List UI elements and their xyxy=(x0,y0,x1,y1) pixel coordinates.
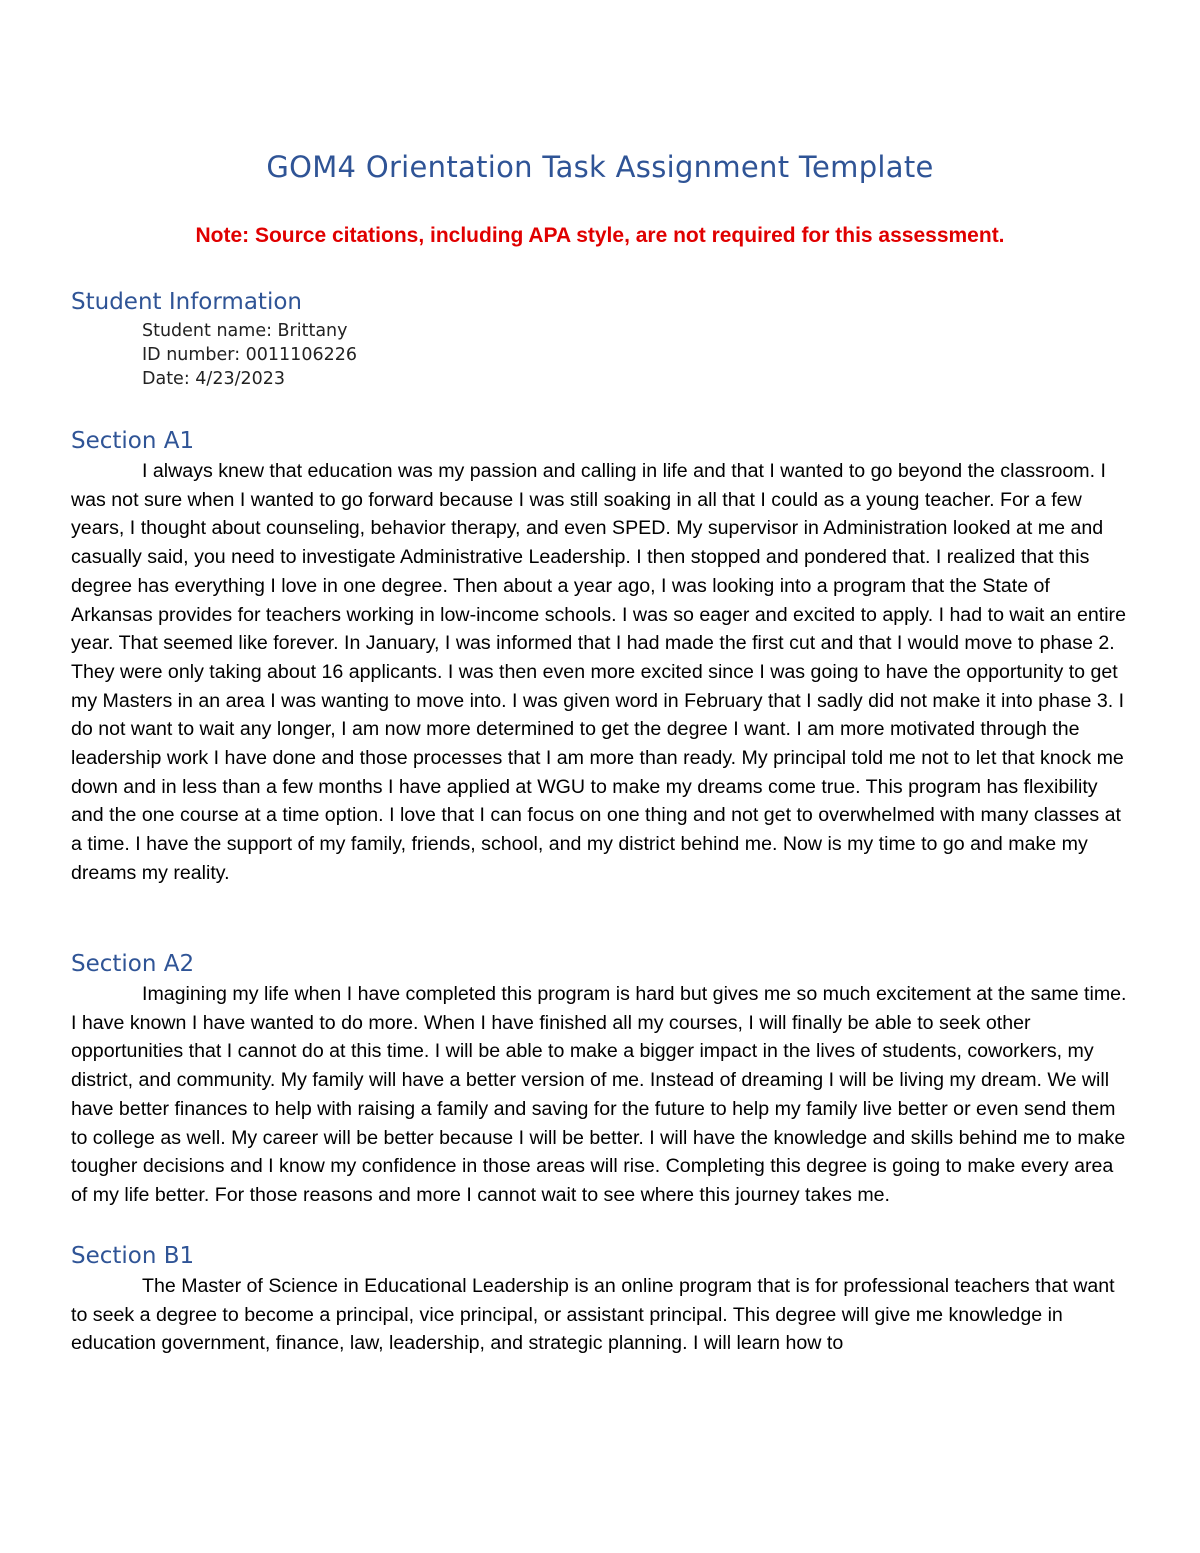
section-b1-heading: Section B1 xyxy=(71,1243,195,1269)
section-a1-paragraph: I always knew that education was my passion and calling in life and that I wanted to go beyond the classroom. I was not sure when I wanted to go forward because I was still soaking in all that I could as a young teacher. For a few years, I thought about counseling, behavior therapy, and even SPED. My supervisor in Administration looked at me and casually said, you need to investigate Administrative Leadership. I then stopped and pondered that. I realized that this degree has everything I love in one degree. Then about a year ago, I was looking into a program that the State of Arkansas provides for teachers working in low-income schools. I was so eager and excited to apply. I had to wait an entire year. That seemed like forever. In January, I was informed that I had made the first cut and that I would move to phase 2. They were only taking about 16 applicants. I was then even more excited since I was going to have the opportunity to get my Masters in an area I was wanting to move into. I was given word in February that I sadly did not make it into phase 3. I do not want to wait any longer, I am now more determined to get the degree I want. I am more motivated through the leadership work I have done and those processes that I am more than ready. My principal told me not to let that knock me down and in less than a few months I have applied at WGU to make my dreams come true. This program has flexibility and the one course at a time option. I love that I can focus on one thing and not get to overwhelmed with many classes at a time. I have the support of my family, friends, school, and my district behind me. Now is my time to go and make my dreams my reality. xyxy=(71,460,1126,884)
section-a2-heading: Section A2 xyxy=(71,951,195,977)
document-title: GOM4 Orientation Task Assignment Template xyxy=(266,150,934,184)
section-a2-paragraph: Imagining my life when I have completed this program is hard but gives me so much excitement at the same time. I have known I have wanted to do more. When I have finished all my courses, I will finally be able to seek other opportunities that I cannot do at this time. I will be able to make a bigger impact in the lives of students, coworkers, my district, and community. My family will have a better version of me. Instead of dreaming I will be living my dream. We will have better finances to help with raising a family and saving for the future to help my family live better or even send them to college as well. My career will be better because I will be better. I will have the knowledge and skills behind me to make tougher decisions and I know my confidence in those areas will rise. Completing this degree is going to make every area of my life better. For those reasons and more I cannot wait to see where this journey takes me. xyxy=(71,983,1127,1206)
student-information-heading: Student Information xyxy=(71,289,302,315)
section-b1-paragraph: The Master of Science in Educational Leadership is an online program that is for professional teachers that want to seek a degree to become a principal, vice principal, or assistant principal. This degree will give me knowledge in education government, finance, law, leadership, and strategic planning. I will learn how to xyxy=(71,1275,1115,1355)
citation-note: Note: Source citations, including APA style, are not required for this assessment. xyxy=(195,224,1005,247)
date-line: Date: 4/23/2023 xyxy=(142,369,286,389)
student-name-line: Student name: Brittany xyxy=(142,321,348,341)
student-id-line: ID number: 0011106226 xyxy=(142,345,357,365)
section-a1-heading: Section A1 xyxy=(71,428,195,454)
